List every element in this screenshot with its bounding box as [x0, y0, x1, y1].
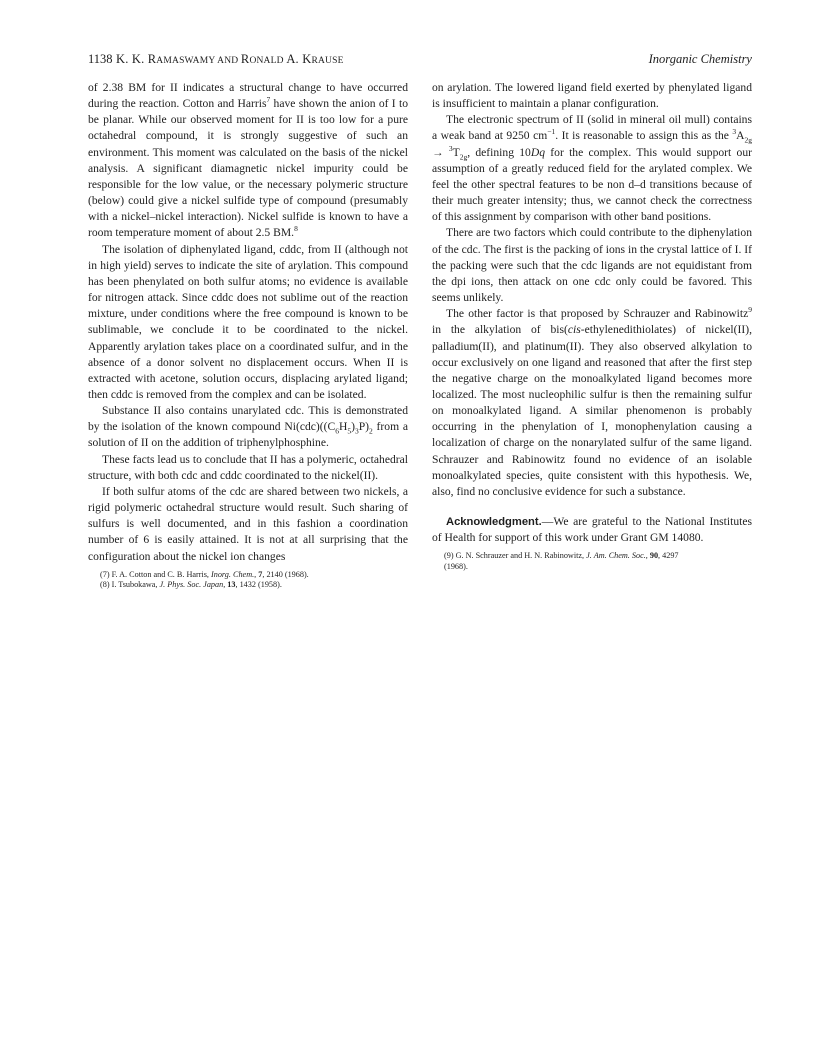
footnote: (9) G. N. Schrauzer and H. N. Rabinowitz, J. Am. Chem. Soc., 90, 4297 (1968).	[444, 551, 679, 571]
footnotes	[432, 551, 752, 572]
paragraph: on arylation. The lowered ligand field exerted by phenylated ligand is insufficient to maintain a planar configuration.	[432, 81, 752, 111]
left-column	[88, 80, 408, 591]
footnote: (8) I. Tsubokawa, J. Phys. Soc. Japan, 13, 1432 (1958).	[100, 580, 282, 590]
citation-ref: 9	[748, 305, 752, 315]
paragraph: These facts lead us to conclude that II has a polymeric, octahedral structure, with both cdc and cddc coordinated to the nickel(II).	[88, 452, 408, 482]
journal-title: Inorganic Chemistry	[648, 52, 752, 66]
citation-ref: 7	[266, 95, 271, 105]
paragraph: Substance II also contains unarylated cdc. This is demonstrated by the isolation of the known compound $Ni(cdc)((C_6H_5)_3P)_2$ from a solution of II on the addition of triphenylphosphine.	[88, 404, 408, 450]
paragraph: The electronic spectrum of II (solid in mineral oil mull) contains a weak band at 9250 $cm^{-1}$. It is reasonable to assign this as the $^3A_{2g} \to ^3T_{2g}$, defining 10Dq for the complex. This would support our assumption of a greatly reduced field for the arylated complex. We feel the other spectral features to be non d–d transitions because of their much greater intensity; thus, we cannot check the correctness of this assignment by comparison with other band positions.	[432, 113, 752, 224]
author-line: K. K. RAMASWAMY AND RONALD A. KRAUSE	[116, 52, 344, 66]
paragraph: The isolation of diphenylated ligand, cddc, from II (although not in high yield) serves to indicate the site of arylation. This compound has been phenylated on both sulfur atoms; no evidence is available for nitrogen attack. Since cddc does not sublime out of the reaction mixture, under conditions where the free compound is known to be sublimable, we conclude it to be coordinated to the nickel. Apparently arylation takes place on a coordinated sulfur, and in the absence of a donor solvent no displacement occurs. When II is extracted with acetone, solution occurs, displacing arylated ligand; then cddc is removed from the complex and can be isolated.	[88, 242, 408, 401]
paragraph: of 2.38 BM for II indicates a structural change to have occurred during the reaction. Cotton and Harris$^7$ have shown the anion of I to be planar. While our observed moment for II is too low for a pure octahedral compound, it is strongly suggestive of such an environment. This moment was calculated on the basis of the nickel analysis. A significant diamagnetic nickel impurity could be responsible for the low value, or the necessary polymeric structure (below) could give a nickel sulfide type of compound (presumably with a nickel–nickel interaction). Nickel sulfide is known to have a room temperature moment of about 2.5 BM.$^8$	[88, 81, 408, 240]
running-header	[88, 52, 752, 72]
page-number: 1138	[88, 52, 113, 66]
footnotes	[88, 570, 408, 591]
paragraph: If both sulfur atoms of the cdc are shared between two nickels, a rigid polymeric octahedral structure would result. Such sharing of sulfurs is well documented, and in this fashion a coordination number of 6 is easily attained. It is not at all surprising that the configuration about the nickel ion changes	[88, 484, 408, 563]
citation-ref: 8	[294, 224, 298, 234]
acknowledgment-heading: Acknowledgment.	[446, 516, 542, 529]
right-column	[432, 80, 752, 572]
acknowledgment: Acknowledgment.—We are grateful to the National Institutes of Health for support of this work under Grant GM 14080.	[432, 515, 752, 545]
paragraph: There are two factors which could contribute to the diphenylation of the cdc. The first is the packing of ions in the crystal lattice of I. If the packing were such that the cdc ligands are not equidistant from the dpi ions, then attack on one cdc only could be favored. This seems unlikely.	[432, 226, 752, 305]
paragraph: The other factor is that proposed by Schrauzer and Rabinowitz$^9$ in the alkylation of bis(cis-ethylenedithiolates) of nickel(II), palladium(II), and platinum(II). They also observed alkylation to occur exclusively on one ligand and reasoned that after the first step the negative charge on the monoalkylated ligand becomes more localized. The most nucleophilic sulfur is then the remaining sulfur on monoalkylated ligand. A similar phenomenon is probably occurring in the phenylation of I, monophenylation causing a localization of charge on the nonarylated sulfur of the same ligand. Schrauzer and Rabinowitz found no evidence of an isolable monoalkylated species, quite consistent with this hypothesis. We, also, find no conclusive evidence for such a substance.	[432, 305, 752, 498]
footnote: (7) F. A. Cotton and C. B. Harris, Inorg. Chem., 7, 2140 (1968).	[100, 569, 309, 579]
